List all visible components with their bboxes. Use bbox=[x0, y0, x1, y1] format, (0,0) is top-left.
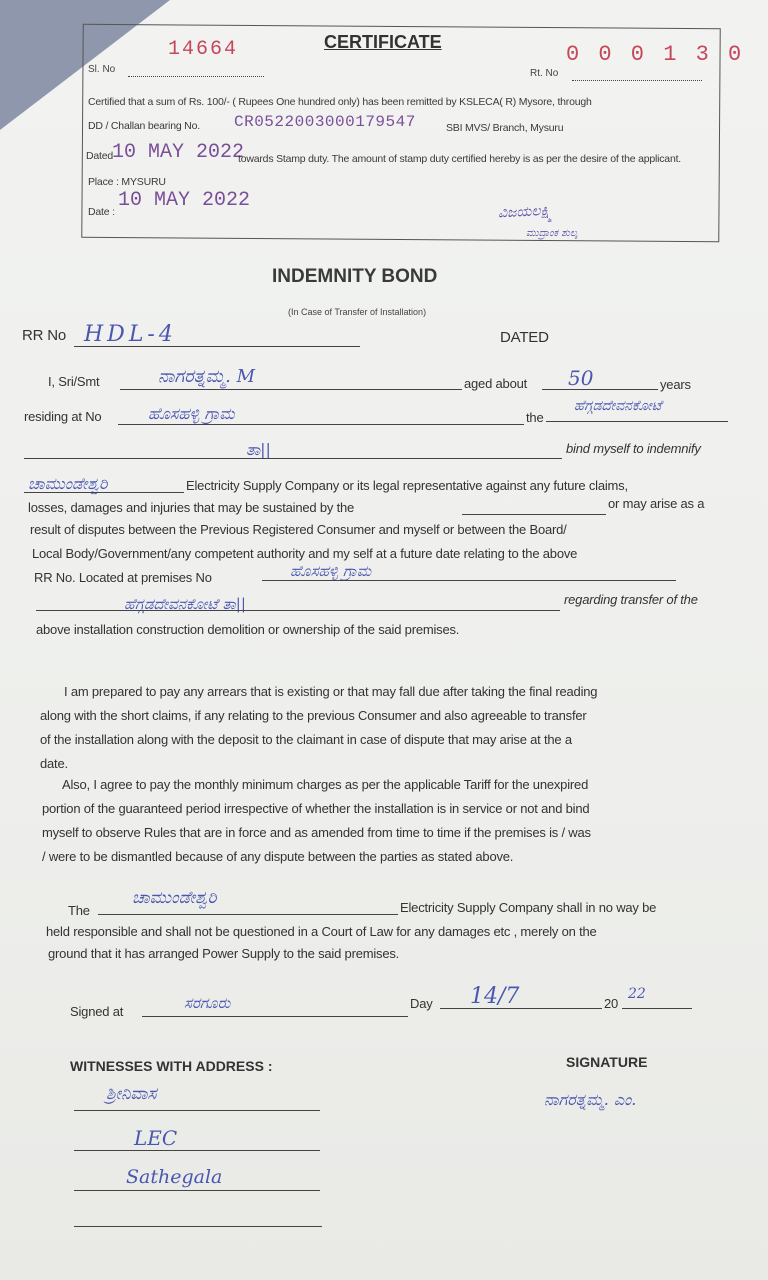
rr-label: RR No bbox=[22, 327, 67, 344]
para1-line4: Local Body/Government/any competent authority and my self at a future date relating to the above bbox=[32, 546, 578, 561]
premises-value: ಹೊಸಹಳ್ಳಿ ಗ್ರಾಮ bbox=[290, 562, 372, 580]
name-value: ನಾಗರತ್ನಮ್ಮ. M bbox=[158, 366, 256, 387]
signed-value: ಸರಗೂರು bbox=[184, 994, 231, 1012]
witness4-underline bbox=[74, 1226, 322, 1227]
date-label: Date : bbox=[88, 206, 115, 218]
taluk-value: ತಾ|| bbox=[246, 440, 271, 459]
stamp-officer-designation: ಮುದ್ರಾಂಕ ಶುಲ್ಕ bbox=[526, 228, 578, 239]
premises2-underline bbox=[36, 610, 560, 611]
rt-number: 0 0 0 1 3 0 bbox=[566, 42, 745, 67]
sbi-branch: SBI MVS/ Branch, Mysuru bbox=[446, 122, 564, 134]
witness1-underline bbox=[74, 1110, 320, 1111]
rt-label: Rt. No bbox=[530, 68, 559, 79]
year-prefix: 20 bbox=[604, 996, 619, 1011]
challan-number: CR0522003000179547 bbox=[234, 113, 416, 131]
para2-line2: along with the short claims, if any relating to the previous Consumer and also agreeable to transfer bbox=[40, 708, 587, 723]
para1-line2: losses, damages and injuries that may be sustained by the bbox=[28, 500, 355, 515]
year-underline bbox=[622, 1008, 692, 1009]
certificate-title: CERTIFICATE bbox=[324, 32, 442, 52]
the-underline bbox=[546, 421, 728, 422]
sl-underline bbox=[128, 76, 264, 77]
bind-text: bind myself to indemnify bbox=[566, 441, 701, 456]
rr-value: HDL-4 bbox=[84, 322, 177, 347]
para4-company: ಚಾಮುಂಡೇಶ್ವರಿ bbox=[132, 888, 217, 908]
para4-line1: Electricity Supply Company shall in no way be bbox=[400, 900, 657, 915]
day-label: Day bbox=[410, 996, 433, 1011]
witness3-underline bbox=[74, 1190, 320, 1191]
para2-line4: date. bbox=[40, 756, 68, 771]
premises-label: RR No. Located at premises No bbox=[34, 570, 212, 585]
regarding-text: regarding transfer of the bbox=[564, 592, 698, 607]
age-underline bbox=[542, 389, 658, 390]
the-value: ಹೆಗ್ಗಡದೇವನಕೋಟೆ bbox=[574, 398, 662, 414]
date-value: 10 MAY 2022 bbox=[118, 189, 251, 212]
signed-underline bbox=[142, 1016, 408, 1017]
witness2-underline bbox=[74, 1150, 320, 1151]
rt-underline bbox=[572, 80, 702, 81]
para4-underline bbox=[98, 914, 398, 915]
years-label: years bbox=[660, 377, 691, 392]
year-suffix: 22 bbox=[628, 986, 646, 1002]
para4-line2: held responsible and shall not be questioned in a Court of Law for any damages etc , merely on the bbox=[46, 924, 597, 939]
age-value: 50 bbox=[568, 366, 594, 390]
day-value: 14/7 bbox=[470, 984, 520, 1009]
place-label: Place : MYSURU bbox=[88, 176, 166, 188]
para3-line2: portion of the guaranteed period irrespective of whether the installation is in service or not and bind bbox=[42, 801, 590, 816]
para4-the: The bbox=[68, 903, 90, 918]
rr-underline bbox=[74, 346, 360, 347]
para4-line3: ground that it has arranged Power Supply to the said premises. bbox=[48, 946, 400, 961]
para3-line4: / were to be dismantled because of any dispute between the parties as stated above. bbox=[42, 849, 514, 864]
bond-subtitle: (In Case of Transfer of Installation) bbox=[288, 307, 427, 317]
name-label: I, Sri/Smt bbox=[48, 374, 100, 389]
para1-line3: result of disputes between the Previous Registered Consumer and myself or between the Board/ bbox=[30, 522, 567, 537]
stamp-officer-signature: ವಿಜಯಲಕ್ಷ್ಮಿ bbox=[497, 202, 553, 222]
para1-line1: Electricity Supply Company or its legal representative against any future claims, bbox=[186, 478, 628, 493]
dd-label: DD / Challan bearing No. bbox=[88, 120, 200, 132]
para3-line1: Also, I agree to pay the monthly minimum charges as per the applicable Tariff for the unexpired bbox=[62, 777, 589, 792]
sl-label: Sl. No bbox=[88, 64, 116, 75]
company-underline bbox=[24, 492, 184, 493]
certificate-line1: Certified that a sum of Rs. 100/- ( Rupees One hundred only) has been remitted by KSLECA( R) Mysore, through bbox=[88, 96, 592, 108]
dated-label: Dated bbox=[86, 150, 114, 162]
para1-blank bbox=[462, 514, 606, 515]
bond-title: INDEMNITY BOND bbox=[272, 266, 438, 287]
para2-line3: of the installation along with the deposit to the claimant in case of dispute that may arise at the a bbox=[40, 732, 572, 747]
the-label: the bbox=[526, 410, 544, 425]
company-value: ಚಾಮುಂಡೇಶ್ವರಿ bbox=[28, 474, 108, 493]
para1-end: above installation construction demolition or ownership of the said premises. bbox=[36, 622, 460, 637]
aged-label: aged about bbox=[464, 376, 528, 391]
dated-field-label: DATED bbox=[500, 329, 549, 346]
witness-heading: WITNESSES WITH ADDRESS : bbox=[70, 1058, 273, 1074]
sl-number: 14664 bbox=[168, 38, 239, 61]
para1-line2b: or may arise as a bbox=[608, 496, 705, 511]
signed-label: Signed at bbox=[70, 1004, 124, 1019]
residing-label: residing at No bbox=[24, 409, 102, 424]
para3-line3: myself to observe Rules that are in force and as amended from time to time if the premises is / was bbox=[42, 825, 591, 840]
premises-underline bbox=[262, 580, 676, 581]
name-underline bbox=[120, 389, 462, 390]
witness3-value: Sathegala bbox=[126, 1166, 223, 1188]
premises-value2: ಹೆಗ್ಗಡದೇವನಕೋಟೆ ತಾ|| bbox=[124, 595, 246, 613]
residing-underline bbox=[118, 424, 524, 425]
witness2-value: LEC bbox=[134, 1126, 178, 1150]
witness1-value: ಶ್ರೀನಿವಾಸ bbox=[106, 1084, 157, 1104]
signature-heading: SIGNATURE bbox=[566, 1054, 648, 1070]
dated-value: 10 MAY 2022 bbox=[112, 141, 245, 164]
para2-line1: I am prepared to pay any arrears that is existing or that may fall due after taking the final reading bbox=[64, 684, 598, 699]
taluk-underline bbox=[24, 458, 562, 459]
applicant-signature: ನಾಗರತ್ನಮ್ಮ. ಎಂ. bbox=[544, 1090, 637, 1109]
certificate-line3: towards Stamp duty. The amount of stamp duty certified hereby is as per the desire of the applicant. bbox=[238, 153, 682, 165]
day-underline bbox=[440, 1008, 602, 1009]
residing-value: ಹೊಸಹಳ್ಳಿ ಗ್ರಾಮ bbox=[148, 404, 235, 423]
